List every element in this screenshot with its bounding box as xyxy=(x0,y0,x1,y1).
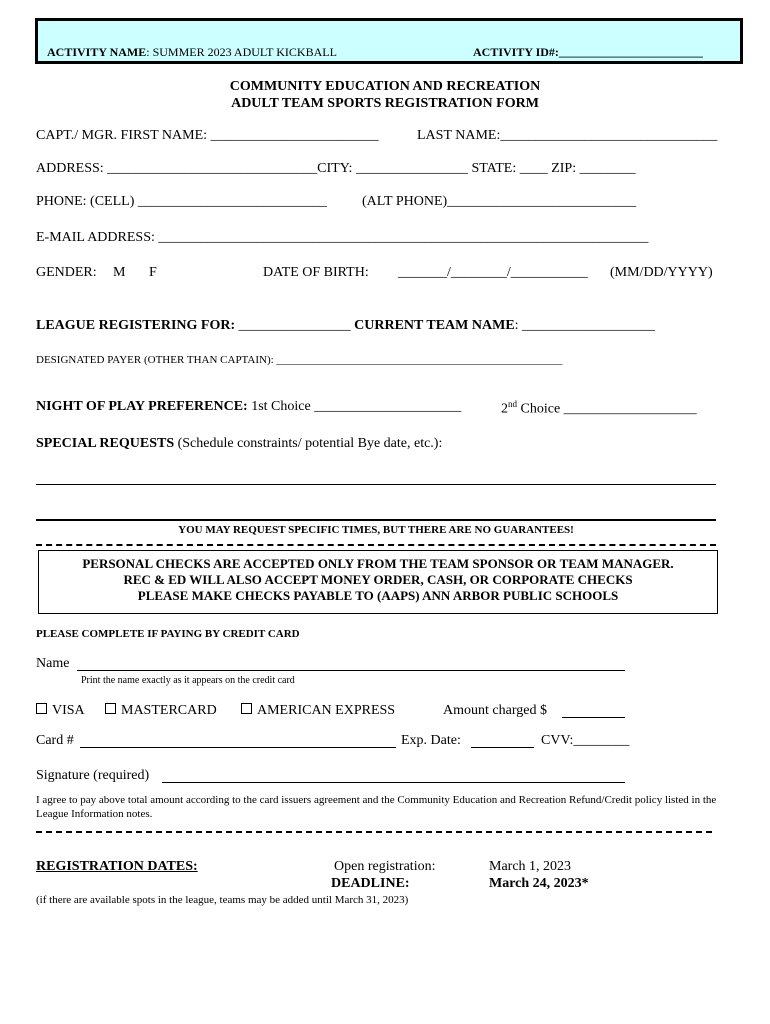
exp-date-label: Exp. Date: xyxy=(401,733,461,748)
activity-name-value: : SUMMER 2023 ADULT KICKBALL xyxy=(146,45,337,59)
activity-id-label: ACTIVITY ID#: xyxy=(473,45,559,59)
email-field[interactable]: E-MAIL ADDRESS: ______________________________________________________________________ xyxy=(36,230,649,245)
league-line xyxy=(36,318,655,334)
last-name-field[interactable]: LAST NAME:_______________________________ xyxy=(417,128,718,143)
amex-label: AMERICAN EXPRESS xyxy=(257,703,396,718)
address-city-state-zip-field[interactable]: ADDRESS: ______________________________CITY: ________________ STATE: ____ ZIP: ________ xyxy=(36,161,636,176)
open-registration-label: Open registration: xyxy=(334,859,436,874)
deadline-label: DEADLINE: xyxy=(331,876,410,891)
mastercard-option[interactable] xyxy=(105,703,217,719)
visa-option[interactable] xyxy=(36,703,85,719)
special-requests-line xyxy=(36,436,442,452)
special-requests-label: SPECIAL REQUESTS xyxy=(36,436,175,451)
cvv-field[interactable]: CVV:________ xyxy=(541,733,630,748)
mastercard-label: MASTERCARD xyxy=(121,703,217,718)
checks-line1: PERSONAL CHECKS ARE ACCEPTED ONLY FROM THE TEAM SPONSOR OR TEAM MANAGER. xyxy=(82,556,674,571)
activity-id[interactable] xyxy=(473,45,703,60)
dob-format: (MM/DD/YYYY) xyxy=(610,265,713,280)
cardholder-name-hint: Print the name exactly as it appears on the credit card xyxy=(81,675,295,686)
card-number-field[interactable] xyxy=(80,747,396,748)
night-second-sup: nd xyxy=(508,399,517,409)
card-number-label: Card # xyxy=(36,733,74,748)
exp-date-field[interactable] xyxy=(471,747,534,748)
card-agreement-text: I agree to pay above total amount according to the card issuers agreement and the Community Education and Recreation Refund/Credit policy listed in the League Information notes. xyxy=(36,794,717,820)
night-preference-line xyxy=(36,399,461,415)
first-name-field[interactable]: CAPT./ MGR. FIRST NAME: ________________________ xyxy=(36,128,379,143)
night-first-choice-field[interactable]: 1st Choice _____________________ xyxy=(251,399,462,414)
special-requests-input-line2[interactable] xyxy=(36,519,716,521)
activity-banner xyxy=(35,18,743,64)
dob-field[interactable]: _______/________/___________ xyxy=(398,265,588,280)
visa-label: VISA xyxy=(52,703,85,718)
amex-checkbox[interactable] xyxy=(241,703,252,714)
visa-checkbox[interactable] xyxy=(36,703,47,714)
open-registration-date: March 1, 2023 xyxy=(489,859,572,874)
cardholder-name-label: Name xyxy=(36,656,70,671)
no-guarantee-notice: YOU MAY REQUEST SPECIFIC TIMES, BUT THERE ARE NO GUARANTEES! xyxy=(178,524,574,536)
gender-m-option[interactable]: M xyxy=(113,265,126,280)
activity-name-label: ACTIVITY NAME xyxy=(47,45,147,59)
signature-field[interactable] xyxy=(162,782,625,783)
signature-label: Signature (required) xyxy=(36,768,150,783)
amex-option[interactable] xyxy=(241,703,395,719)
designated-payer-field[interactable]: DESIGNATED PAYER (OTHER THAN CAPTAIN): ____________________________________________________ xyxy=(36,354,563,366)
team-name-label: CURRENT TEAM NAME xyxy=(354,318,515,333)
registration-dates-heading xyxy=(36,859,198,875)
mastercard-checkbox[interactable] xyxy=(105,703,116,714)
registration-dates-heading-text: REGISTRATION DATES: xyxy=(36,859,198,874)
activity-name xyxy=(47,45,337,60)
form-title-line1: COMMUNITY EDUCATION AND RECREATION xyxy=(229,79,541,94)
alt-phone-field[interactable]: (ALT PHONE)___________________________ xyxy=(362,194,637,209)
night-second-choice-field[interactable] xyxy=(501,399,697,418)
activity-id-blank[interactable]: ________________________ xyxy=(558,45,703,59)
league-label: LEAGUE REGISTERING FOR: xyxy=(36,318,236,333)
late-registration-footnote: (if there are available spots in the league, teams may be added until March 31, 2023) xyxy=(36,894,409,906)
deadline-date: March 24, 2023* xyxy=(489,876,589,891)
night-preference-label: NIGHT OF PLAY PREFERENCE: xyxy=(36,399,248,414)
league-field[interactable]: ________________ xyxy=(238,318,351,333)
cell-phone-field[interactable]: PHONE: (CELL) ___________________________ xyxy=(36,194,327,209)
special-requests-input-line1[interactable] xyxy=(36,484,716,485)
dashed-divider-top xyxy=(36,544,716,546)
special-requests-hint: (Schedule constraints/ potential Bye date, etc.): xyxy=(177,436,443,451)
team-name-field[interactable]: : ___________________ xyxy=(514,318,656,333)
night-second-num: 2 xyxy=(501,401,508,417)
dashed-divider-bottom xyxy=(36,831,712,833)
form-title-line2: ADULT TEAM SPORTS REGISTRATION FORM xyxy=(231,96,539,111)
night-second-rest: Choice ___________________ xyxy=(520,401,697,417)
checks-line3: PLEASE MAKE CHECKS PAYABLE TO (AAPS) ANN ARBOR PUBLIC SCHOOLS xyxy=(137,588,619,603)
amount-charged-field[interactable] xyxy=(562,717,625,718)
credit-card-heading: PLEASE COMPLETE IF PAYING BY CREDIT CARD xyxy=(36,628,300,640)
cardholder-name-field[interactable] xyxy=(77,670,625,671)
gender-f-option[interactable]: F xyxy=(149,265,157,280)
amount-charged-label: Amount charged $ xyxy=(443,703,547,718)
payment-checks-box xyxy=(38,550,718,614)
checks-line2: REC & ED WILL ALSO ACCEPT MONEY ORDER, CASH, OR CORPORATE CHECKS xyxy=(123,572,633,587)
dob-label: DATE OF BIRTH: xyxy=(263,265,369,280)
gender-label: GENDER: xyxy=(36,265,97,280)
